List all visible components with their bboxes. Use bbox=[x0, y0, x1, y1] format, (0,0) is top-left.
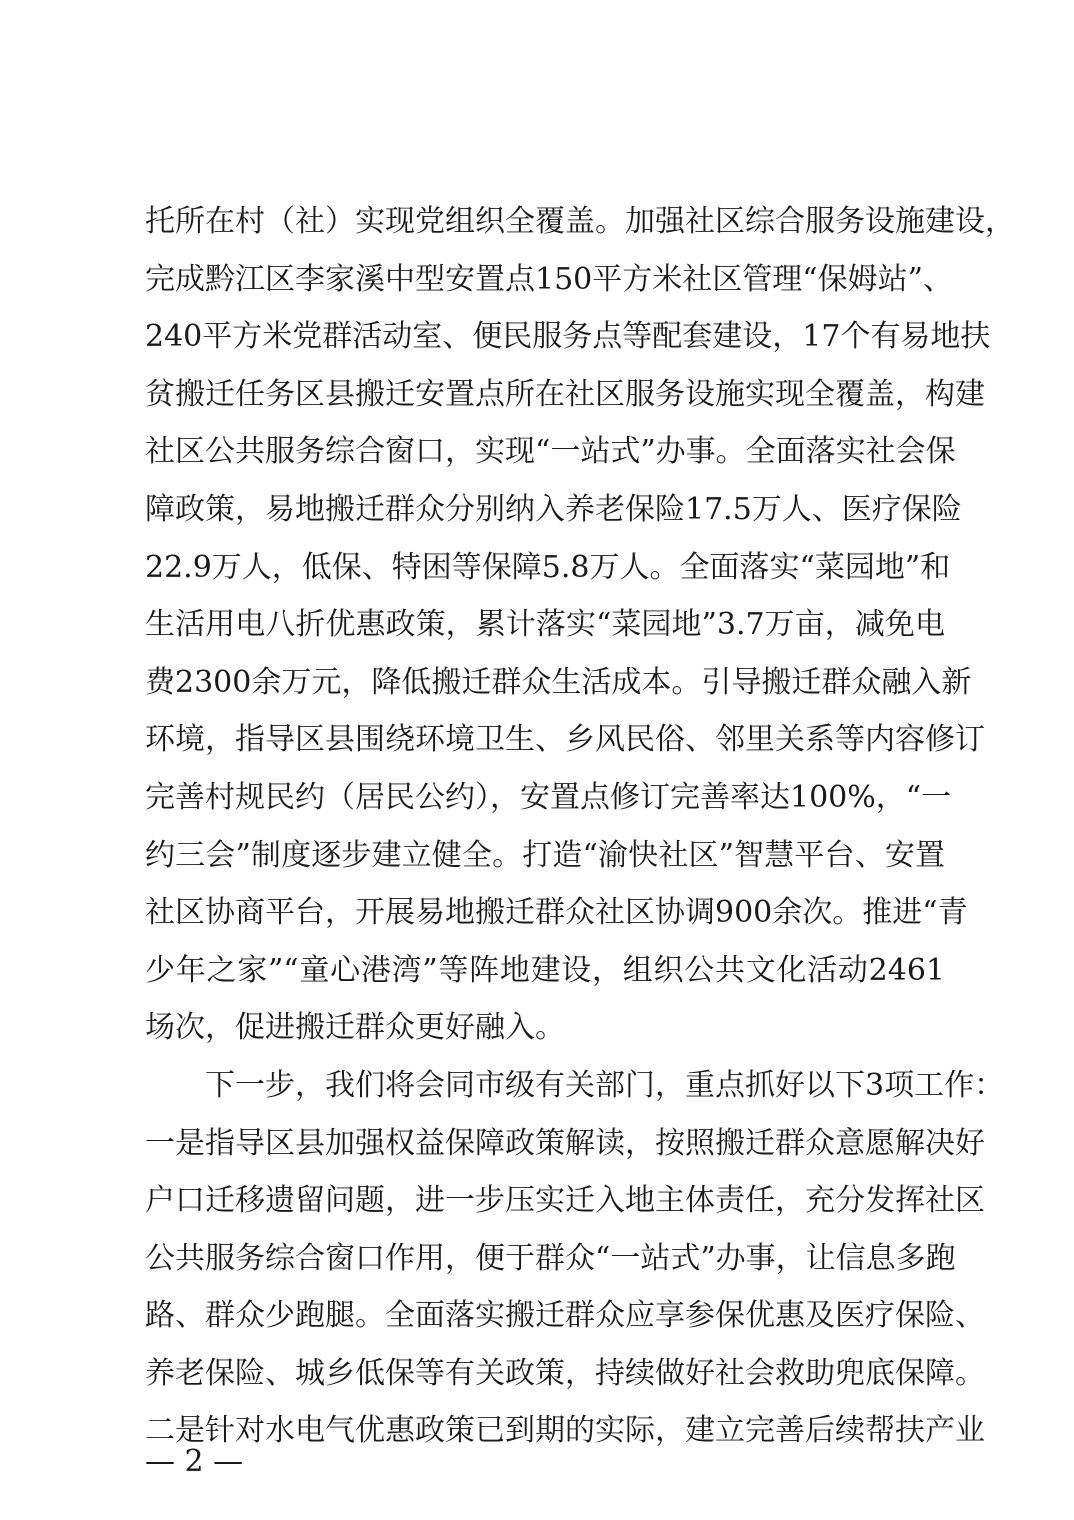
text-line: 22.9万人，低保、特困等保障5.8万人。全面落实“菜园地”和 bbox=[145, 549, 951, 585]
text-line: 户口迁移遗留问题，进一步压实迁入地主体责任，充分发挥社区 bbox=[145, 1183, 985, 1219]
text-line: 一是指导区县加强权益保障政策解读，按照搬迁群众意愿解决好 bbox=[145, 1125, 985, 1161]
text-line: 社区协商平台，开展易地搬迁群众社区协调900余次。推进“青 bbox=[145, 895, 968, 931]
page-number: — 2 — bbox=[145, 1444, 244, 1479]
text-line: 少年之家”“童心港湾”等阵地建设，组织公共文化活动2461 bbox=[145, 952, 945, 988]
text-line: 社区公共服务综合窗口，实现“一站式”办事。全面落实社会保 bbox=[145, 434, 956, 470]
text-line: 完善村规民约（居民公约），安置点修订完善率达100%，“一 bbox=[145, 779, 952, 815]
text-line: 公共服务综合窗口作用，便于群众“一站式”办事，让信息多跑 bbox=[145, 1240, 956, 1276]
text-line: 约三会”制度逐步建立健全。打造“渝快社区”智慧平台、安置 bbox=[145, 837, 945, 873]
text-line: 二是针对水电气优惠政策已到期的实际，建立完善后续帮扶产业 bbox=[145, 1413, 985, 1449]
paragraph-first-line: 下一步，我们将会同市级有关部门，重点抓好以下3项工作： bbox=[205, 1067, 1005, 1103]
text-line: 完成黔江区李家溪中型安置点150平方米社区管理“保姆站”、 bbox=[145, 261, 953, 297]
text-line: 路、群众少跑腿。全面落实搬迁群众应享参保优惠及医疗保险、 bbox=[145, 1298, 985, 1334]
text-line: 托所在村（社）实现党组织全覆盖。加强社区综合服务设施建设， bbox=[145, 204, 1015, 239]
text-line: 养老保险、城乡低保等有关政策，持续做好社会救助兜底保障。 bbox=[145, 1355, 985, 1391]
text-line: 场次，促进搬迁群众更好融入。 bbox=[145, 1010, 565, 1046]
text-line: 生活用电八折优惠政策，累计落实“菜园地”3.7万亩，减免电 bbox=[145, 607, 945, 643]
text-line: 障政策，易地搬迁群众分别纳入养老保险17.5万人、医疗保险 bbox=[145, 491, 962, 527]
body-text bbox=[145, 193, 1015, 1460]
text-line: 费2300余万元，降低搬迁群众生活成本。引导搬迁群众融入新 bbox=[145, 664, 972, 700]
text-line: 贫搬迁任务区县搬迁安置点所在社区服务设施实现全覆盖，构建 bbox=[145, 376, 985, 412]
text-line: 环境，指导区县围绕环境卫生、乡风民俗、邻里关系等内容修订 bbox=[145, 722, 985, 758]
text-line: 240平方米党群活动室、便民服务点等配套建设，17个有易地扶 bbox=[145, 319, 991, 355]
